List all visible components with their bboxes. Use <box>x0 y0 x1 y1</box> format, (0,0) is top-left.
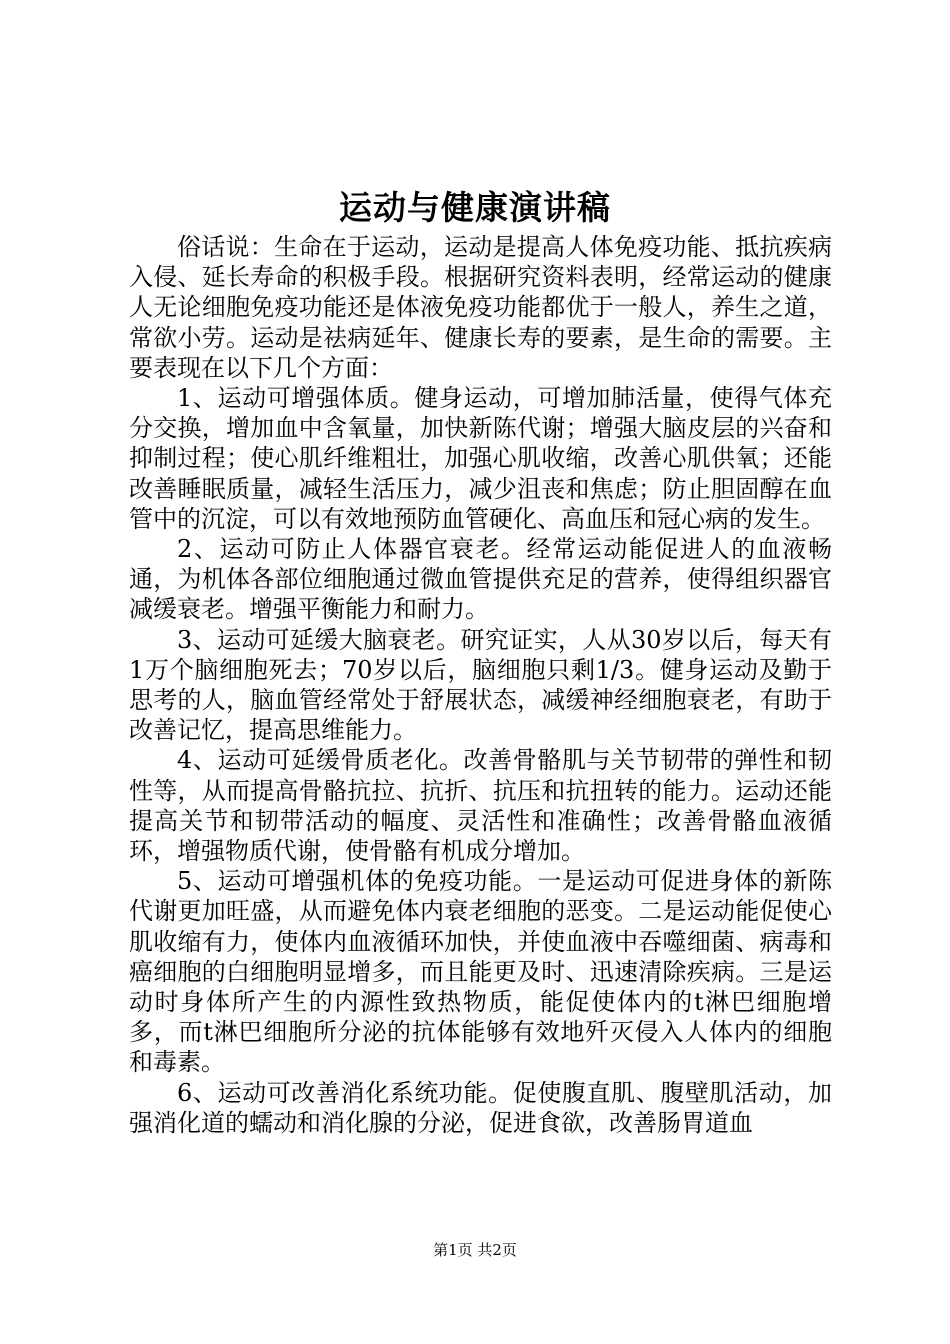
paragraph-point-2: 2、运动可防止人体器官衰老。经常运动能促进人的血液畅通，为机体各部位细胞通过微血管提供充足的营养，使得组织器官减缓衰老。增强平衡能力和耐力。 <box>129 535 832 624</box>
document-body <box>129 232 832 1138</box>
page-footer: 第1页 共2页 <box>433 1241 517 1259</box>
page-title: 运动与健康演讲稿 <box>339 188 611 227</box>
paragraph-point-4: 4、运动可延缓骨质老化。改善骨骼肌与关节韧带的弹性和韧性等，从而提高骨骼抗拉、抗折、抗压和抗扭转的能力。运动还能提高关节和韧带活动的幅度、灵活性和准确性；改善骨骼血液循环，增强物质代谢，使骨骼有机成分增加。 <box>129 746 832 866</box>
paragraph-point-1: 1、运动可增强体质。健身运动，可增加肺活量，使得气体充分交换，增加血中含氧量，加快新陈代谢；增强大脑皮层的兴奋和抑制过程；使心肌纤维粗壮，加强心肌收缩，改善心肌供氧；还能改善睡眠质量，减轻生活压力，减少沮丧和焦虑；防止胆固醇在血管中的沉淀，可以有效地预防血管硬化、高血压和冠心病的发生。 <box>129 384 832 533</box>
paragraph-point-3: 3、运动可延缓大脑衰老。研究证实，人从30岁以后，每天有1万个脑细胞死去；70岁以后，脑细胞只剩1/3。健身运动及勤于思考的人，脑血管经常处于舒展状态，减缓神经细胞衰老，有助于改善记忆，提高思维能力。 <box>129 625 832 745</box>
paragraph-intro: 俗话说：生命在于运动，运动是提高人体免疫功能、抵抗疾病入侵、延长寿命的积极手段。根据研究资料表明，经常运动的健康人无论细胞免疫功能还是体液免疫功能都优于一般人，养生之道，常欲小劳。运动是祛病延年、健康长寿的要素，是生命的需要。主要表现在以下几个方面： <box>129 233 832 382</box>
paragraph-point-6: 6、运动可改善消化系统功能。促使腹直肌、腹壁肌活动，加强消化道的蠕动和消化腺的分泌，促进食欲，改善肠胃道血 <box>129 1078 832 1137</box>
paragraph-point-5: 5、运动可增强机体的免疫功能。一是运动可促进身体的新陈代谢更加旺盛，从而避免体内衰老细胞的恶变。二是运动能促使心肌收缩有力，使体内血液循环加快，并使血液中吞噬细菌、病毒和癌细胞的白细胞明显增多，而且能更及时、迅速清除疾病。三是运动时身体所产生的内源性致热物质，能促使体内的t淋巴细胞增多，而t淋巴细胞所分泌的抗体能够有效地歼灭侵入人体内的细胞和毒素。 <box>129 867 832 1077</box>
